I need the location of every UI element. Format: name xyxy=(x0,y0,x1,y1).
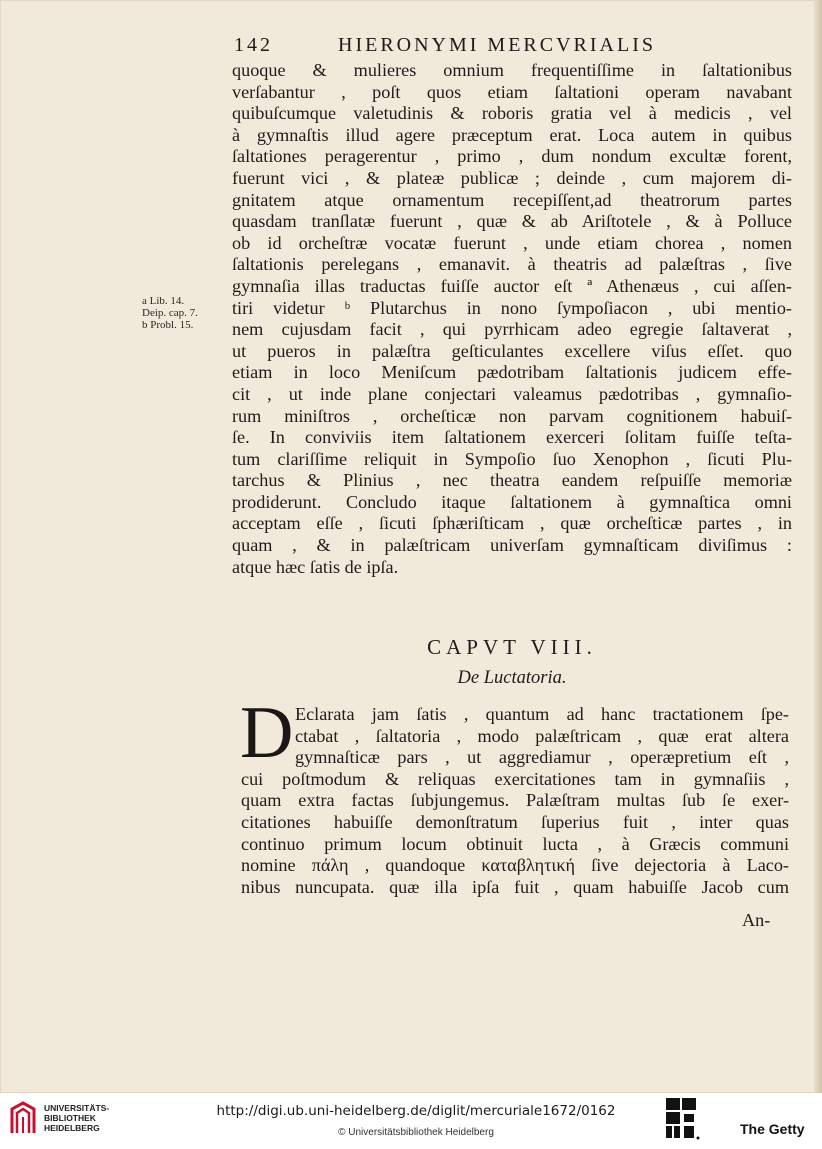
text-line: acceptam eſſe , ſicuti ſphæriſticam , quæ orcheſticæ partes , in xyxy=(232,513,792,534)
text-line: quasdam tranſlatæ fuerunt , quæ & ab Ariſtotele , & à Polluce xyxy=(232,211,792,232)
chapter-text xyxy=(240,692,789,898)
library-name: UNIVERSITÄTS- BIBLIOTHEK HEIDELBERG xyxy=(44,1103,110,1133)
chapter-subtitle: De Luctatoria. xyxy=(457,668,567,688)
text-line: continuo primum locum obtinuit lucta , à Græcis communi xyxy=(241,833,789,854)
text-line: gymnaſticæ pars , ut aggrediamur , operæpretium eſt , xyxy=(295,747,789,768)
text-line: nibus nuncupata. quæ illa ipſa fuit , quam habuiſſe Jacob cum xyxy=(241,876,789,897)
text-line: quoque & mulieres omnium frequentiſſime in ſaltationibus xyxy=(232,60,792,80)
margin-note: a Lib. 14. xyxy=(142,295,185,307)
catchword: An- xyxy=(742,910,771,930)
text-line: fuerunt vici , & plateæ publicæ ; deinde , cum majorem di- xyxy=(232,167,792,188)
text-line: tiri videtur ᵇ Plutarchus in nono ſympoſiacon , ubi mentio- xyxy=(232,297,792,318)
text-line: ſaltationis perelegans , emanavit. à theatris ad palæſtras , ſive xyxy=(232,254,792,275)
text-line: ſe. In conviviis item ſaltationem exerceri ſolitam fuiſſe teſta- xyxy=(232,427,792,448)
text-line: à gymnaſtis illud agere præceptum erat. Loca autem in quibus xyxy=(232,124,792,145)
text-line: atque hæc ſatis de ipſa. xyxy=(232,556,399,577)
body-text xyxy=(232,60,792,578)
text-line: nomine πάλη , quandoque καταβλητική ſive dejectoria à Laco- xyxy=(241,855,789,876)
text-line: ctabat , ſaltatoria , modo palæſtricam , quæ erat altera xyxy=(295,725,789,746)
permalink-url[interactable]: http://digi.ub.uni-heidelberg.de/diglit/mercuriale1672/0162 xyxy=(216,1103,616,1119)
text-line: prodiderunt. Concludo itaque ſaltationem à gymnaſtica omni xyxy=(232,491,792,512)
text-line: quam , & in palæſtricam univerſam gymnaſticam diviſimus : xyxy=(232,535,792,556)
text-line: cui poſtmodum & reliquas exercitationes tam in gymnaſiis , xyxy=(241,768,789,789)
text-line: citationes habuiſſe demonſtratum ſuperius fuit , inter quas xyxy=(241,811,789,832)
page-number: 142 xyxy=(234,34,273,56)
text-line: ob id orcheſtræ vocatæ fuerunt , unde etiam chorea , nomen xyxy=(232,232,792,253)
text-line: nem cujusdam facit , qui pyrrhicam adeo egregie ſaltaverat , xyxy=(232,319,792,340)
drop-cap: D xyxy=(240,692,294,774)
text-line: gymnaſia illas traductas fuiſſe auctor eſt ª Athenæus , cui aſſen- xyxy=(232,275,792,296)
running-head xyxy=(230,34,790,62)
margin-notes xyxy=(142,295,232,331)
text-line: etiam in loco Meniſcum pædotribam ſaltationis judicem effe- xyxy=(232,362,792,383)
margin-note: Deip. cap. 7. xyxy=(142,307,198,319)
text-line: gnitatem atque ornamentum recepiſſent,ad theatrorum partes xyxy=(232,189,792,210)
text-line: cit , ut inde plane conjectari valeamus pædotribas , gymnaſio- xyxy=(232,383,792,404)
chapter-heading: CAPVT VIII. xyxy=(427,635,597,659)
text-line: quam extra factas ſubjungemus. Palæſtram multas ſub ſe exer- xyxy=(241,790,789,811)
university-library-logo-icon[interactable] xyxy=(8,1099,38,1139)
sponsor-name: The Getty xyxy=(740,1121,805,1137)
text-line: verſabantur , poſt quos etiam ſaltationi operam navabant xyxy=(232,81,792,102)
margin-note: b Probl. 15. xyxy=(142,319,194,331)
text-line: ſaltationes peragerentur , primo , dum nondum excultæ forent, xyxy=(232,146,792,167)
getty-logo-icon[interactable] xyxy=(664,1096,700,1140)
text-line: Eclarata jam ſatis , quantum ad hanc tractationem ſpe- xyxy=(295,704,789,724)
text-line: ut pueros in palæſtra geſticulantes excellere viſus eſſet. quo xyxy=(232,340,792,361)
text-line: tarchus & Plinius , nec theatra eandem reſpuiſſe memoriæ xyxy=(232,470,792,491)
copyright-notice: © Universitätsbibliothek Heidelberg xyxy=(338,1127,494,1138)
text-line: tum clariſſime reliquit in Sympoſio ſuo Xenophon , ſicuti Plu- xyxy=(232,448,792,469)
text-line: quibuſcumque valetudinis & roboris gratia vel à medicis , vel xyxy=(232,103,792,124)
text-line: rum miniſtros , orcheſticæ non parvam cognitionem habuiſ- xyxy=(232,405,792,426)
running-title: HIERONYMI MERCVRIALIS xyxy=(338,34,656,56)
